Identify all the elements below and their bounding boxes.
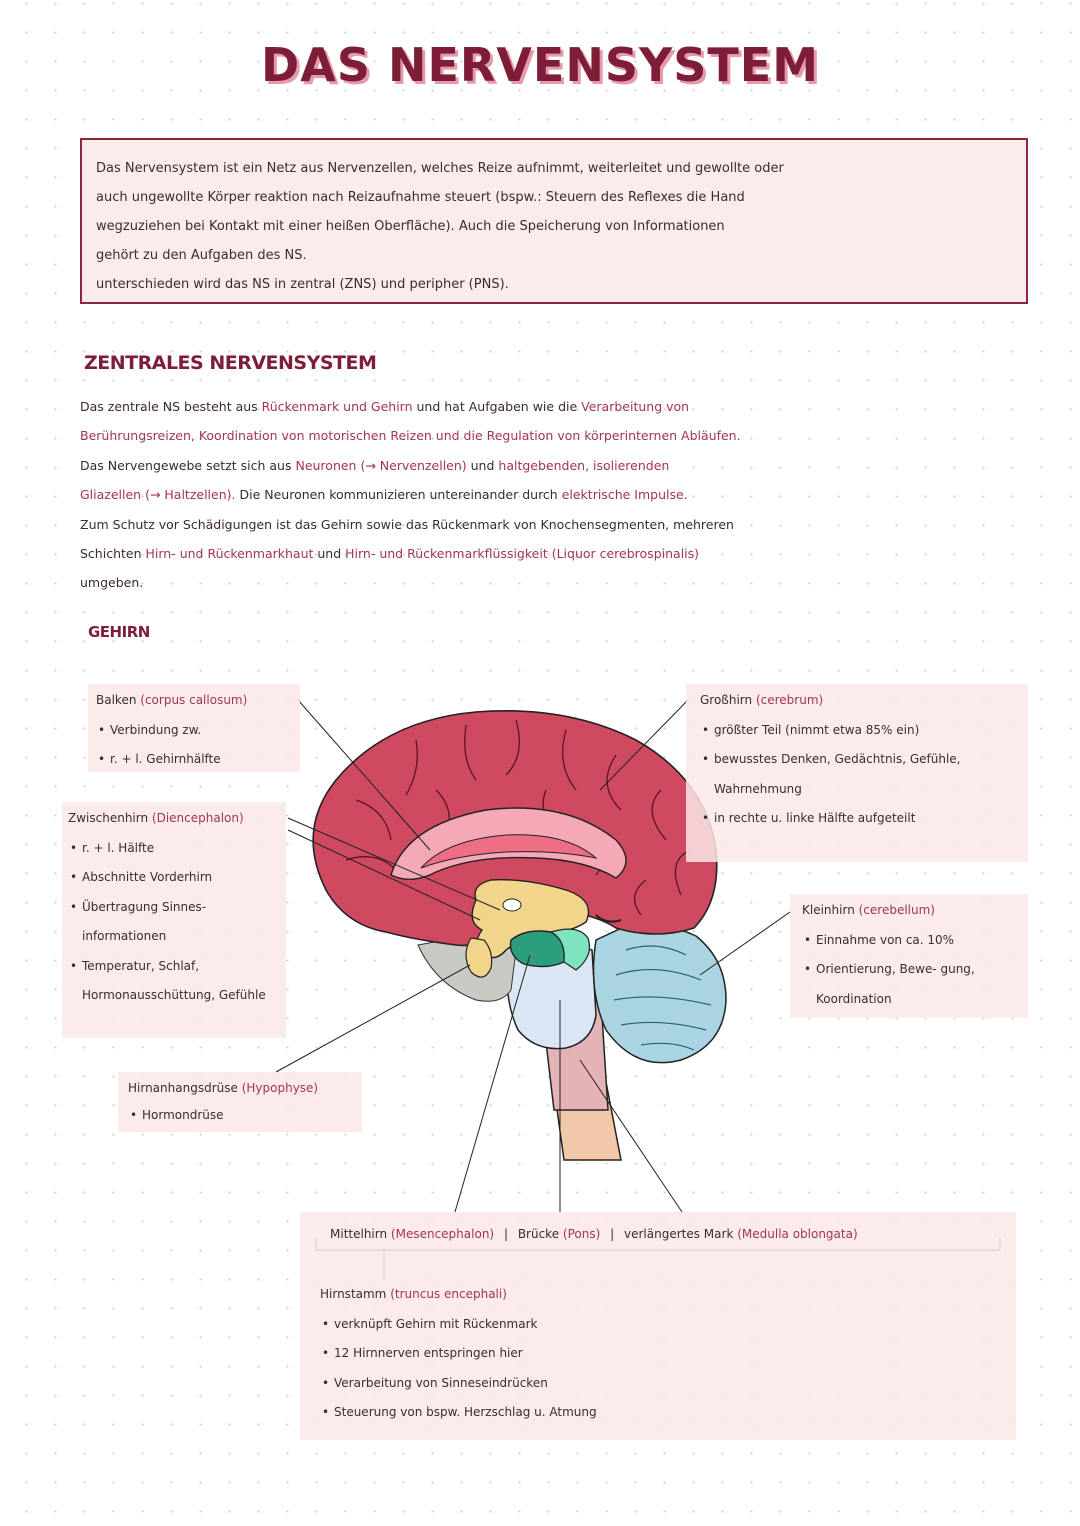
label-balken (88, 684, 300, 772)
zns-line: Berührungsreizen, Koordination von motorischen Reizen und die Regulation von körperinternen Abläufen. (80, 428, 741, 444)
intro-line: auch ungewollte Körper reaktion nach Reizaufnahme steuert (bspw.: Steuern des Reflexes die Hand (96, 190, 745, 205)
hirnstamm-parts: Mittelhirn (Mesencephalon) | Brücke (Pons) | verlängertes Mark (Medulla oblongata) (330, 1220, 1010, 1250)
list-item: • r. + l. Hälfte (68, 834, 280, 864)
label-hypophyse (118, 1072, 362, 1132)
hirnstamm-body (320, 1280, 960, 1428)
zns-text (80, 392, 1015, 598)
zwischenhirn-title: Zwischenhirn (68, 811, 149, 825)
list-item: • bewusstes Denken, Gedächtnis, Gefühle, Wahrnehmung (700, 745, 1014, 804)
kleinhirn-title: Kleinhirn (802, 903, 855, 917)
label-zwischenhirn (62, 802, 286, 1038)
intro-line: unterschieden wird das NS in zentral (ZNS) und peripher (PNS). (96, 277, 509, 292)
list-item: • Verarbeitung von Sinneseindrücken (320, 1369, 960, 1399)
label-kleinhirn (790, 894, 1028, 1018)
list-item: • Steuerung von bspw. Herzschlag u. Atmung (320, 1398, 960, 1428)
intro-line: wegzuziehen bei Kontakt mit einer heißen Oberfläche). Auch die Speicherung von Informationen (96, 219, 725, 234)
mittelhirn-label: Mittelhirn (Mesencephalon) (330, 1227, 495, 1241)
hypophyse-title: Hirnanhangsdrüse (128, 1081, 238, 1095)
intro-line: Das Nervensystem ist ein Netz aus Nervenzellen, welches Reize aufnimmt, weiterleitet und gewollte oder (96, 161, 784, 176)
grosshirn-latin: (cerebrum) (755, 693, 824, 707)
label-grosshirn (686, 684, 1028, 862)
thalamus (503, 899, 521, 911)
intro-line: gehört zu den Aufgaben des NS. (96, 248, 307, 263)
list-item: • r. + l. Gehirnhälfte (96, 745, 292, 775)
hirnstamm-title: Hirnstamm (320, 1287, 387, 1301)
label-hirnstamm (300, 1212, 1016, 1440)
hypophyse-latin: (Hypophyse) (241, 1081, 319, 1095)
section-heading-gehirn: GEHIRN (88, 623, 150, 641)
list-item: • Abschnitte Vorderhirn (68, 863, 280, 893)
list-item: • Temperatur, Schlaf, Hormonausschüttung, Gefühle (68, 952, 280, 1011)
page-title: DAS NERVENSYSTEM (261, 38, 819, 92)
balken-latin: (corpus callosum) (140, 693, 248, 707)
intro-box (80, 138, 1028, 304)
kleinhirn-latin: (cerebellum) (858, 903, 935, 917)
brain-illustration (296, 700, 736, 1170)
zns-line: Schichten Hirn- und Rückenmarkhaut und Hirn- und Rückenmarkflüssigkeit (Liquor cerebrospinalis) (80, 546, 700, 562)
grosshirn-title: Großhirn (700, 693, 753, 707)
verlaengertes-mark-label: verlängertes Mark (Medulla oblongata) (624, 1227, 858, 1241)
zns-line: Das zentrale NS besteht aus Rückenmark und Gehirn und hat Aufgaben wie die Verarbeitung von (80, 399, 690, 414)
balken-title: Balken (96, 693, 137, 707)
list-item: • verknüpft Gehirn mit Rückenmark (320, 1310, 960, 1340)
list-item: • in rechte u. linke Hälfte aufgeteilt (700, 804, 1014, 834)
zns-line: Gliazellen (→ Haltzellen). Die Neuronen kommunizieren untereinander durch elektrische Impulse. (80, 487, 688, 503)
list-item: • 12 Hirnnerven entspringen hier (320, 1339, 960, 1369)
list-item: • Verbindung zw. (96, 716, 292, 746)
bruecke-label: Brücke (Pons) (517, 1227, 601, 1241)
list-item: • Einnahme von ca. 10% (802, 926, 1016, 956)
list-item: • Übertragung Sinnes- informationen (68, 893, 280, 952)
cerebellum (594, 924, 726, 1063)
hirnstamm-latin: (truncus encephali) (390, 1287, 507, 1301)
list-item: • Hormondrüse (128, 1104, 352, 1126)
section-heading-zns: ZENTRALES NERVENSYSTEM (84, 352, 377, 374)
list-item: • größter Teil (nimmt etwa 85% ein) (700, 716, 1014, 746)
list-item: • Orientierung, Bewe- gung, Koordination (802, 955, 1016, 1014)
zwischenhirn-latin: (Diencephalon) (151, 811, 244, 825)
zns-line: Das Nervengewebe setzt sich aus Neuronen (→ Nervenzellen) und haltgebenden, isolierenden (80, 457, 670, 473)
zns-line: Zum Schutz vor Schädigungen ist das Gehirn sowie das Rückenmark von Knochensegmenten, mehreren (80, 516, 734, 532)
zns-line: umgeben. (80, 575, 144, 591)
